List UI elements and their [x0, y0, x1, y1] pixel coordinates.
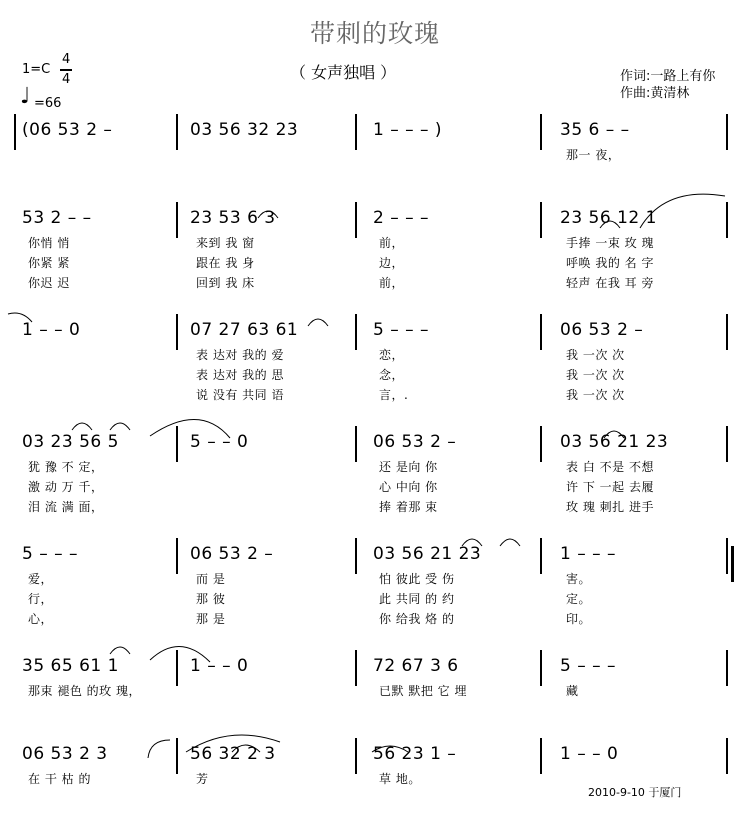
- slur: [110, 647, 130, 654]
- slur: [462, 539, 482, 546]
- lyric-line: 你迟 迟: [28, 276, 70, 290]
- lyric-line: 爱，: [28, 572, 54, 586]
- lyric-line: 此 共同 的 约: [379, 592, 455, 606]
- slur: [110, 423, 130, 430]
- lyric-line: 定。: [566, 592, 592, 606]
- lyric-line: 行，: [28, 592, 54, 606]
- lyric-line: 许 下 一起 去履: [566, 480, 654, 494]
- time-signature-top: 4: [62, 52, 71, 67]
- lyric-line: 激 动 万 千，: [28, 480, 104, 494]
- measure-notes: 56 32 2 3: [190, 744, 276, 764]
- measure-notes: 06 53 2 3: [22, 744, 108, 764]
- measure-notes: 5 – – –: [373, 320, 430, 340]
- slur: [150, 646, 210, 662]
- lyric-line: 已默 默把 它 埋: [379, 684, 467, 698]
- lyric-line: 捧 着那 束: [379, 500, 438, 514]
- lyric-line: 来到 我 窗: [196, 236, 255, 250]
- lyric-line: 轻声 在我 耳 旁: [566, 276, 654, 290]
- measure-notes: 5 – – –: [22, 544, 79, 564]
- measure-notes: 03 56 21 23: [560, 432, 669, 452]
- lyric-line: 你 给我 烙 的: [379, 612, 455, 626]
- song-subtitle: （ 女声独唱 ）: [290, 63, 397, 82]
- slur: [150, 419, 230, 438]
- lyric-line: 心，: [28, 612, 54, 626]
- lyric-line: 芳: [196, 772, 209, 786]
- measure-notes: 35 6 – –: [560, 120, 630, 140]
- measure-notes: 1 – – 0: [22, 320, 81, 340]
- lyric-line: 我 一次 次: [566, 388, 625, 402]
- lyric-line: 怕 彼此 受 伤: [379, 572, 455, 586]
- lyric-line: 那束 褪色 的玫 瑰，: [28, 684, 141, 698]
- measure-notes: 1 – – –: [560, 544, 617, 564]
- date-signature: 2010-9-10 于厦门: [588, 786, 682, 799]
- lyric-line: 心 中向 你: [379, 480, 438, 494]
- measure-notes: 1 – – – ): [373, 120, 443, 140]
- lyric-line: 害。: [566, 572, 592, 586]
- slur: [72, 423, 92, 430]
- measure-notes: (06 53 2 –: [22, 120, 113, 140]
- lyric-line: 跟在 我 身: [196, 256, 255, 270]
- composer-credit: 作曲:黄清林: [620, 86, 690, 101]
- slur: [308, 319, 328, 326]
- measure-notes: 1 – – 0: [560, 744, 619, 764]
- measure-notes: 23 53 6 3: [190, 208, 276, 228]
- measure-notes: 03 56 21 23: [373, 544, 482, 564]
- measure-notes: 1 – – 0: [190, 656, 249, 676]
- measure-notes: 06 53 2 –: [560, 320, 644, 340]
- slur: [258, 211, 278, 218]
- measure-notes: 5 – – 0: [190, 432, 249, 452]
- slur: [500, 539, 520, 546]
- slur: [604, 431, 624, 438]
- slur: [600, 221, 620, 228]
- lyric-line: 表 白 不是 不想: [566, 460, 654, 474]
- tempo-marking: =66: [34, 96, 62, 111]
- lyric-line: 说 没有 共同 语: [196, 388, 284, 402]
- lyric-line: 边，: [379, 256, 405, 270]
- lyric-line: 还 是向 你: [379, 460, 438, 474]
- lyric-line: 我 一次 次: [566, 348, 625, 362]
- lyric-line: 回到 我 床: [196, 276, 255, 290]
- lyric-line: 那 彼: [196, 592, 226, 606]
- lyric-line: 呼唤 我的 名 字: [566, 256, 654, 270]
- lyric-line: 泪 流 满 面，: [28, 500, 104, 514]
- measure-notes: 23 56 12 1: [560, 208, 657, 228]
- lyric-line: 表 达对 我的 爱: [196, 348, 284, 362]
- slur: [148, 740, 170, 758]
- measure-notes: 07 27 63 61: [190, 320, 299, 340]
- lyric-line: 言，.: [379, 388, 409, 402]
- measure-notes: 53 2 – –: [22, 208, 92, 228]
- lyric-line: 玫 瑰 刺扎 进手: [566, 500, 654, 514]
- lyric-line: 我 一次 次: [566, 368, 625, 382]
- measure-notes: 06 53 2 –: [190, 544, 274, 564]
- lyric-line: 藏: [566, 684, 579, 698]
- lyric-line: 手捧 一束 玫 瑰: [566, 236, 654, 250]
- lyric-line: 那 是: [196, 612, 226, 626]
- measure-notes: 5 – – –: [560, 656, 617, 676]
- lyric-line: 你悄 悄: [28, 236, 70, 250]
- lyric-line: 在 干 枯 的: [28, 772, 91, 786]
- measure-notes: 72 67 3 6: [373, 656, 459, 676]
- lyric-line: 而 是: [196, 572, 226, 586]
- lyric-line: 草 地。: [379, 772, 421, 786]
- slur: [186, 735, 280, 752]
- slur: [8, 313, 32, 322]
- slur: [372, 746, 408, 752]
- lyric-line: 那一 夜，: [566, 148, 621, 162]
- slur: [232, 745, 260, 752]
- measure-notes: 03 56 32 23: [190, 120, 299, 140]
- measure-notes: 2 – – –: [373, 208, 430, 228]
- song-title: 带刺的玫瑰: [309, 19, 440, 48]
- quarter-note-icon: ♩: [20, 84, 31, 109]
- measure-notes: 35 65 61 1: [22, 656, 119, 676]
- lyric-line: 前，: [379, 236, 405, 250]
- lyric-line: 前，: [379, 276, 405, 290]
- lyric-line: 恋，: [379, 348, 405, 362]
- measure-notes: 03 23 56 5: [22, 432, 119, 452]
- lyric-line: 念，: [379, 368, 405, 382]
- lyric-line: 印。: [566, 612, 592, 626]
- measure-notes: 06 53 2 –: [373, 432, 457, 452]
- key-signature: 1=C: [22, 62, 51, 77]
- lyric-line: 犹 豫 不 定，: [28, 460, 104, 474]
- lyric-line: 表 达对 我的 思: [196, 368, 284, 382]
- lyricist-credit: 作词:一路上有你: [620, 69, 716, 84]
- slur: [640, 194, 725, 228]
- time-signature-bottom: 4: [62, 72, 71, 87]
- measure-notes: 56 23 1 –: [373, 744, 457, 764]
- lyric-line: 你紧 紧: [28, 256, 70, 270]
